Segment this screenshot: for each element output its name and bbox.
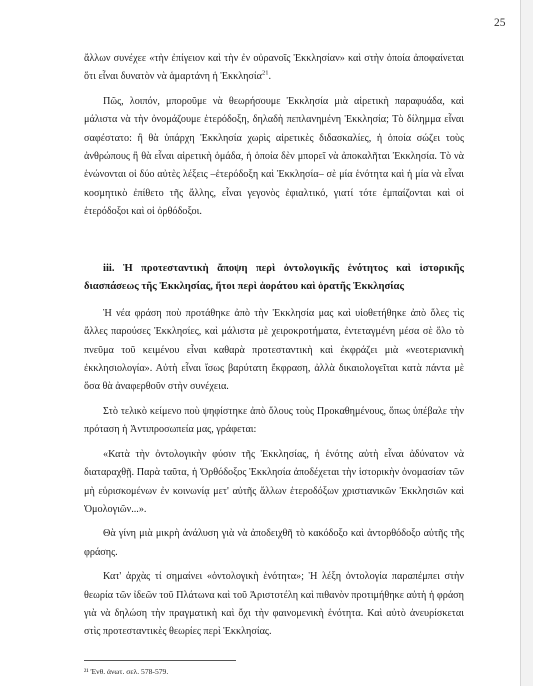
footnote: ²¹ Ἐνθ. ἀνωτ. σελ. 578-579. (84, 667, 169, 676)
paragraph: Θὰ γίνη μιὰ μικρὴ ἀνάλυση γιὰ νὰ ἀποδειχθῆ τὸ κακόδοξο καὶ ἀντορθόδοξο αὐτῆς τῆς φράσης. (84, 528, 464, 558)
paragraph: Στὸ τελικὸ κείμενο ποὺ ψηφίστηκε ἀπὸ ὅλους τοὺς Προκαθημένους, ὅπως ὑπέβαλε τὴν πρόταση ἡ Ἀντιπροσωπεία μας, γράφεται: (84, 405, 464, 436)
footnote-reference[interactable]: 21 (262, 70, 269, 78)
block-quote: «Κατὰ τὴν ὀντολογικὴν φύσιν τῆς Ἐκκλησίας, ἡ ἑνότης αὐτὴ εἶναι ἀδύνατον νὰ διαταραχθῇ. Παρὰ ταῦτα, ἡ Ὀρθόδοξος Ἐκκλησία ἀποδέχεται τὴν ἱστορικὴν ὀνομασίαν τῶν μὴ εὑρισκομένων ἐν κοινωνίᾳ μετ' αὐτῆς ἄλλων ἑτεροδόξων χριστιανικῶν Ἐκκλησιῶν καὶ Ὁμολογιῶν...». (84, 448, 464, 515)
paragraph-continuation (84, 50, 464, 87)
paragraph: Κατ' ἀρχὰς τί σημαίνει «ὀντολογικὴ ἑνότητα»; Ἡ λέξη ὀντολογία παραπέμπει στὴν θεωρία τῶν ἰδεῶν τοῦ Πλάτωνα καὶ τοῦ Ἀριστοτέλη καὶ πιθανὸν προτιμήθηκε αὐτὴ ἡ φράση γιὰ νὰ δηλώση τὴν πραγματικὴ καὶ ὄχι τὴν φαινομενικὴ ἑνότητα. Καὶ αὐτὸ ἀνευρίσκεται στὶς προτεσταντικὲς θεωρίες περὶ Ἐκκλησίας. (84, 571, 464, 638)
paragraph-text: ἄλλων συνέχεε «τὴν ἐπίγειον καὶ τὴν ἐν οὐρανοῖς Ἐκκλησίαν» καὶ στὴν ὁποία ἀποφαίνεται ὅτι εἶναι δυνατὸν νὰ ἁμαρτάνη ἡ Ἐκκλησία (84, 53, 464, 83)
page-edge (520, 0, 521, 686)
section-heading: iii. Ἡ προτεσταντικὴ ἄποψη περὶ ὀντολογικῆς ἑνότητος καὶ ἱστορικῆς διασπάσεως τῆς Ἐκκλησίας, ἤτοι περὶ ἀοράτου καὶ ὁρατῆς Ἐκκλησίας (84, 262, 464, 293)
paragraph-end-punctuation: . (268, 71, 272, 83)
page-number: 25 (494, 17, 506, 29)
paragraph: Πῶς, λοιπόν, μποροῦμε νὰ θεωρήσουμε Ἐκκλησία μιὰ αἱρετικὴ παραφυάδα, καὶ μάλιστα νὰ τὴν ὀνομάζουμε ἑτερόδοξη, δηλαδὴ πεπλανημένη Ἐκκλησία; Τὸ δίλημμα εἶναι σαφέστατο: ἢ θὰ ὑπάρχη Ἐκκλησία χωρὶς αἱρετικὲς διδασκαλίες, ἡ ὁποία σώζει τοὺς ἀνθρώπους ἢ θὰ εἶναι αἱρετικὴ ὁμάδα, ἡ ὁποία δὲν μπορεῖ νὰ ἀποκαλῆται Ἐκκλησία. Τὸ νὰ ἑνώνονται οἱ δύο αὐτὲς λέξεις –ἑτερόδοξη καὶ Ἐκκλησία– σὲ μία ἑνότητα καὶ ἡ μία νὰ εἶναι κοσμητικὸ ἐπίθετο τῆς ἄλλης, εἶναι γεγονὸς ἐφιαλτικό, γιατί τότε ἐμπαίζονται καὶ οἱ ἑτερόδοξοι καὶ οἱ ὀρθόδοξοι. (84, 95, 464, 218)
page-body (84, 50, 464, 648)
footnote-divider (84, 660, 236, 661)
paragraph: Ἡ νέα φράση ποὺ προτάθηκε ἀπὸ τὴν Ἐκκλησία μας καὶ υἱοθετήθηκε ἀπὸ ὅλες τὶς ἄλλες παρούσες Ἐκκλησίες, καὶ μάλιστα μὲ χειροκροτήματα, ἐντεταγμένη μέσα σὲ ὅλο τὸ πνεῦμα τοῦ κειμένου εἶναι καθαρὰ προτεσταντικὴ καὶ ἐκφράζει μιὰ «νεοτεριανικὴ ἐκκλησιολογία». Αὐτὴ εἶναι ἴσως βαρύτατη ἔκφραση, ἀλλὰ δικαιολογεῖται κατὰ πάντα μὲ ὅσα θὰ ἀναφερθοῦν στὴν συνέχεια. (84, 307, 464, 393)
